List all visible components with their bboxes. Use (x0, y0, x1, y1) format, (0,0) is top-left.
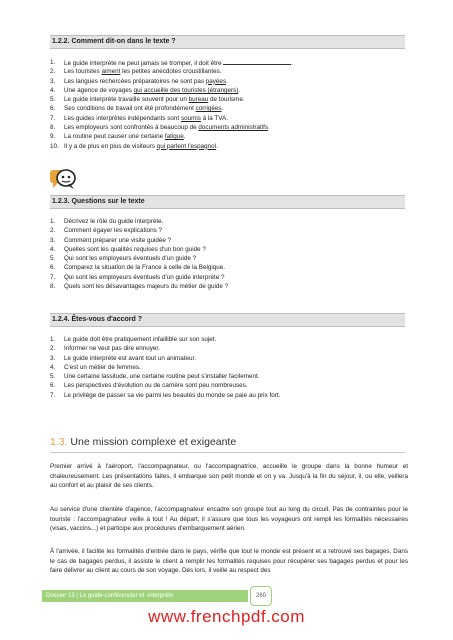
footer-bar (42, 590, 248, 602)
fill-in-blank (223, 58, 294, 67)
item-text: . (183, 133, 186, 141)
paragraph-1: Premier arrivé à l'aéroport, l'accompagnateur, ou l'accompagnatrice, accueille le groupe dans la bonne humeur et chaleureusement. Les présentations faites, il embarque son petit monde et on y va. Jusqu'à la fin du séjour, il, ou elle, veillera au confort et au plaisir de ses clients. (50, 463, 408, 489)
item-text: Comparez la situation de la France à celle de la Belgique. (64, 264, 226, 272)
item-number: 7. (50, 114, 56, 122)
underlined-phrase: qui parlent l'espagnol (156, 142, 217, 150)
section-123-title: 1.2.3. Questions sur le texte (52, 198, 145, 205)
section-123-header (50, 195, 405, 209)
item-number: 7. (50, 273, 56, 281)
list-item (50, 254, 410, 263)
item-text: Les guides interprètes indépendants sont (64, 114, 181, 122)
item-number: 1. (50, 218, 56, 225)
item-number: 3. (50, 354, 56, 362)
item-text: Les employeurs sont confrontés à beaucoup de (64, 124, 199, 132)
item-number: 4. (50, 363, 56, 371)
section-13-title-text: Une mission complexe et exigeante (67, 436, 237, 448)
paragraph-3: À l'arrivée, il facilite les formalités d'entrée dans le pays, vérifie que tout le monde est présent et a retrouvé ses bagages. Dans le cas de bagages perdus, il assiste le client à remplir les formalités requises pour récupérer ses bagages perdus et pour les faire délivrer au client au cours de son voyage. Dès lors, il veille au respect des (50, 548, 408, 574)
item-number: 8. (50, 283, 56, 291)
item-number: 3. (50, 236, 56, 244)
item-text: Ses conditions de travail ont été profondément (64, 105, 196, 113)
list-item (50, 273, 410, 282)
section-124-title: 1.2.4. Êtes-vous d'accord ? (52, 316, 142, 323)
item-number: 10. (50, 142, 59, 150)
list-item (50, 217, 410, 226)
list-item (50, 86, 410, 95)
section-13-number: 1.3. (50, 436, 68, 448)
list-item (50, 263, 410, 272)
list-item (50, 282, 410, 291)
section-122-title: 1.2.2. Comment dit-on dans le texte ? (52, 38, 176, 45)
list-item (50, 132, 410, 141)
list-item (50, 95, 410, 104)
list-item (50, 354, 410, 363)
section-122-header (50, 35, 405, 49)
item-text: La routine peut causer une certaine (64, 133, 165, 141)
list-item (50, 245, 410, 254)
underlined-phrase: corrigées (195, 105, 222, 113)
item-text: Informer ne veut pas dire ennuyer. (64, 345, 160, 353)
list-item (50, 372, 410, 381)
item-text: . (226, 77, 228, 85)
list-item (50, 114, 410, 123)
item-text: Une certaine lassitude, une certaine routine peut s'installer facilement. (64, 373, 260, 381)
item-text: Une agence de voyages (64, 86, 134, 94)
item-text: . (291, 60, 294, 67)
list-item (50, 363, 410, 372)
item-number: 9. (50, 133, 56, 141)
item-text: Les langues rechercées préparatoires ne sont pas (64, 77, 206, 85)
item-text: Le guide interprète travaille souvent pour un (64, 96, 189, 104)
section-124-list (50, 335, 410, 400)
paragraph-2: Au service d'une clientèle d'agence, l'accompagnateur encadre son groupe tout au long du circuit. Pas de contraintes pour le touriste : l'accompagnateur veille à tout ! Au départ, il s'assure que tous les voyageurs ont rempli les formalités nécessaires (visas, vaccins...) et participe aux procédures d'embarquement aérien. (50, 506, 408, 532)
item-text: Comment égayer les explications ? (64, 227, 162, 235)
item-text: Qui sont les employeurs éventuels d'un guide interprète ? (64, 273, 225, 281)
item-text: . (238, 86, 241, 94)
item-text: à la TVA. (200, 114, 228, 122)
item-number: 1. (50, 336, 56, 343)
item-text: . (216, 142, 218, 150)
footer-label: Dossier 13 | Le guide-conférencier et -interprète (46, 593, 174, 599)
item-number: 4. (50, 86, 56, 94)
list-item (50, 142, 410, 151)
item-number: 7. (50, 391, 56, 399)
underlined-phrase: bureau (188, 96, 209, 104)
underlined-phrase: fatigue (164, 133, 184, 141)
page-number: 260 (250, 586, 272, 606)
item-text: Les touristes (64, 68, 102, 76)
item-number: 5. (50, 96, 56, 104)
item-number: 6. (50, 382, 56, 390)
item-text: Qui sont les employeurs éventuels d'un guide ? (64, 255, 197, 263)
item-number: 1. (50, 59, 56, 66)
list-item (50, 335, 410, 344)
list-item (50, 381, 410, 390)
list-item (50, 226, 410, 235)
item-text: Il y a de plus en plus de visiteurs (64, 142, 157, 150)
discussion-icon (50, 168, 76, 190)
item-text: Le guide doit être pratiquement infaillible sur son sujet. (64, 336, 217, 343)
list-item (50, 236, 410, 245)
underlined-phrase: payées (205, 77, 227, 85)
section-124-header (50, 313, 405, 327)
list-item (50, 67, 410, 76)
item-text: Décrivez le rôle du guide interprète. (64, 218, 164, 225)
item-text: Le privilège de passer sa vie parmi les beautés du monde se paie au prix fort. (64, 391, 281, 399)
underlined-phrase: documents administratifs (198, 124, 269, 132)
item-text: Quelles sont les qualités requises d'un bon guide ? (64, 245, 206, 253)
underlined-phrase: soumis (180, 114, 201, 122)
underlined-phrase: aiment (101, 68, 121, 76)
item-number: 3. (50, 77, 56, 85)
item-text: C'est un métier de femmes. (64, 363, 141, 371)
item-number: 6. (50, 264, 56, 272)
list-item (50, 344, 410, 353)
section-13-divider (50, 452, 405, 453)
list-item (50, 58, 410, 67)
item-text: Le guide interprète ne peut jamais se tromper, il doit être (64, 60, 224, 67)
section-13-title (50, 436, 236, 448)
item-number: 2. (50, 227, 56, 235)
item-number: 5. (50, 255, 56, 263)
item-text: Quels sont les désavantages majeurs du métier de guide ? (64, 283, 229, 291)
list-item (50, 77, 410, 86)
list-item (50, 104, 410, 113)
section-122-list (50, 58, 410, 151)
watermark: www.frenchpdf.com (148, 607, 305, 626)
item-text: Les perspectives d'évolution ou de carrière sont peu nombreuses. (64, 382, 248, 390)
list-item (50, 123, 410, 132)
item-text: . (268, 124, 270, 132)
section-123-list (50, 217, 410, 291)
item-text: de tourisme. (208, 96, 245, 104)
item-number: 2. (50, 68, 56, 76)
item-number: 2. (50, 345, 56, 353)
item-number: 6. (50, 105, 56, 113)
list-item (50, 391, 410, 400)
item-text: Comment préparer une visite guidée ? (64, 236, 172, 244)
item-text: Le guide interprète est avant tout un animateur. (64, 354, 196, 362)
underlined-phrase: qui accueille des touristes (étrangers) (133, 86, 239, 94)
item-number: 8. (50, 124, 56, 132)
item-number: 4. (50, 245, 56, 253)
item-text: les petites anecdotes croustillantes. (120, 68, 222, 76)
item-text: . (221, 105, 224, 113)
item-number: 5. (50, 373, 56, 381)
